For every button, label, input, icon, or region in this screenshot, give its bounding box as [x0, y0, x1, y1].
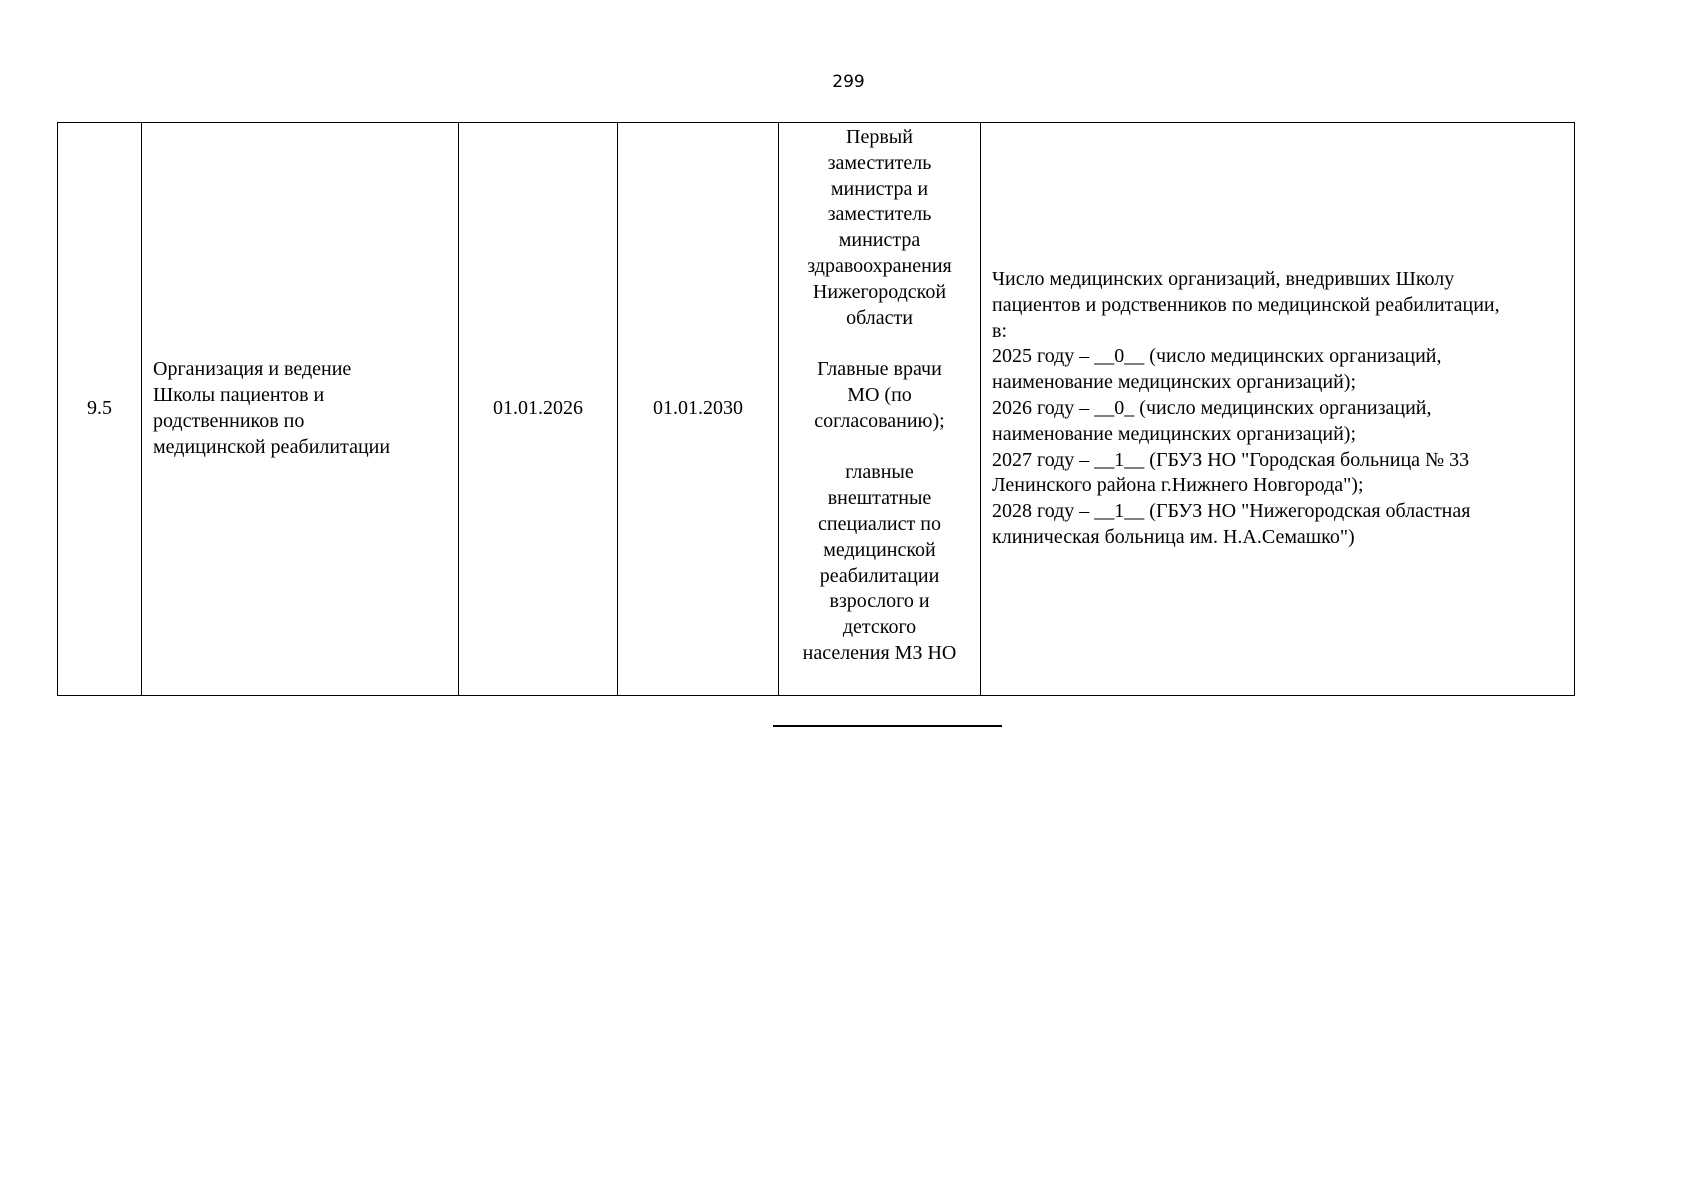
responsible-cell	[779, 123, 981, 696]
row-number-cell	[58, 123, 142, 696]
table-row	[58, 123, 1575, 696]
plan-table	[57, 122, 1575, 696]
activity-name-cell	[142, 123, 459, 696]
indicator-cell	[981, 123, 1575, 696]
responsible-persons: Первый заместитель министра и заместитель министра здравоохранения Нижегородской области Главные врачи МО (по согласованию); главные внештатные специалист по медицинской реабилитации взрослого и детского населения МЗ НО	[802, 126, 957, 664]
page-number: 299	[832, 72, 865, 92]
activity-name: Организация и ведение Школы пациентов и родственников по медицинской реабилитации	[153, 358, 391, 458]
end-of-table-rule	[773, 725, 1002, 727]
end-date: 01.01.2030	[653, 396, 743, 419]
start-date-cell	[459, 123, 618, 696]
start-date: 01.01.2026	[493, 396, 583, 419]
indicator-text: Число медицинских организаций, внедривших Школу пациентов и родственников по медицинской реабилитации, в: 2025 году – __0__ (число медицинских организаций, наименование медицинских организаций); 2026 году – __0_ (число медицинских организаций, наименование медицинских организаций); 2027 году – __1__ (ГБУЗ НО "Городская больница № 33 Ленинского района г.Нижнего Новгорода"); 2028 году – __1__ (ГБУЗ НО "Нижегородская областная клиническая больница им. Н.А.Семашко")	[992, 267, 1500, 548]
end-date-cell	[618, 123, 779, 696]
row-number: 9.5	[87, 396, 112, 419]
